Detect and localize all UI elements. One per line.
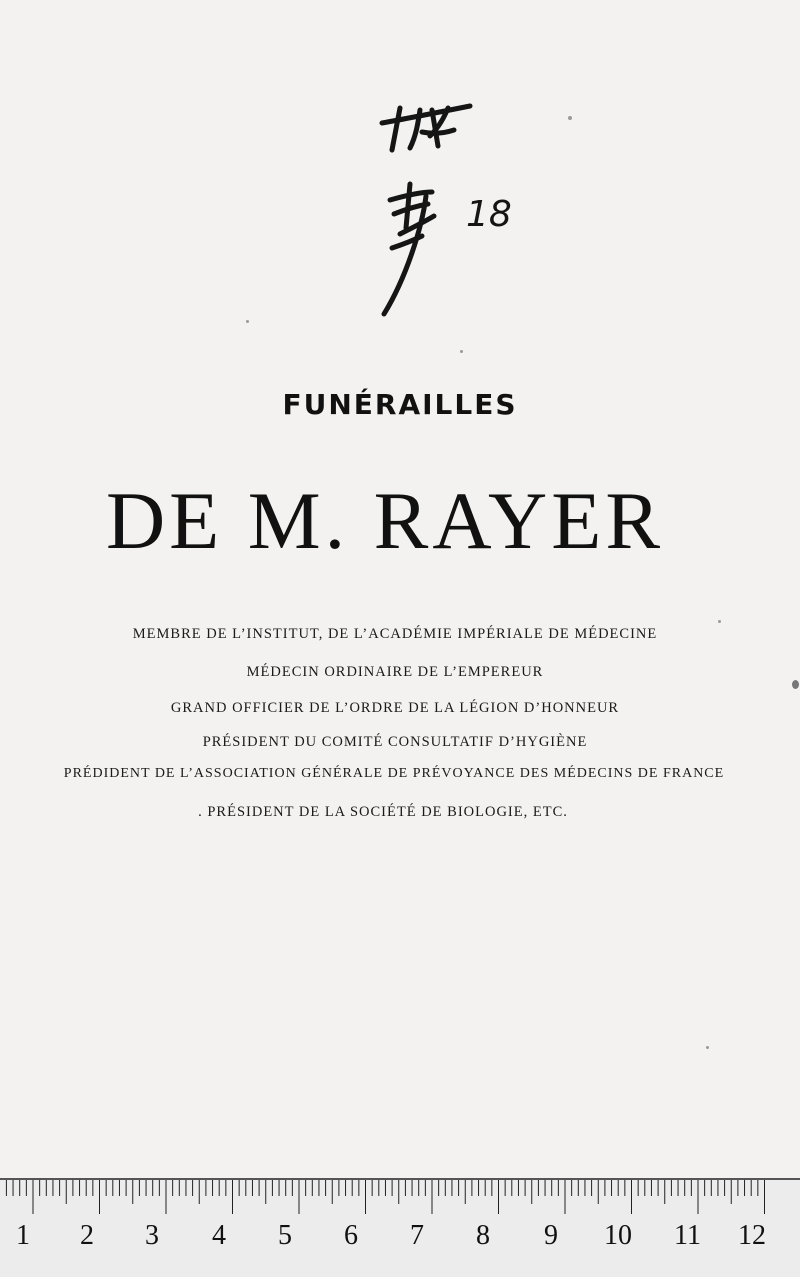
ruler-number: 9	[544, 1220, 558, 1251]
honor-line: PRÉSIDENT DU COMITÉ CONSULTATIF D’HYGIÈNE	[202, 734, 588, 750]
ruler-number: 10	[604, 1220, 632, 1251]
paper-speck	[718, 620, 721, 623]
honor-line: PRÉDIDENT DE L’ASSOCIATION GÉNÉRALE DE PRÉVOYANCE DES MÉDECINS DE FRANCE	[63, 766, 725, 781]
paper-speck	[792, 680, 799, 689]
handwritten-library-mark	[370, 88, 530, 328]
ruler-number: 7	[410, 1220, 424, 1251]
ruler-number: 4	[212, 1220, 226, 1251]
honor-line: MEMBRE DE L’INSTITUT, DE L’ACADÉMIE IMPÉRIALE DE MÉDECINE	[132, 626, 658, 642]
handwritten-number: 18	[466, 194, 512, 235]
ruler-number: 8	[476, 1220, 490, 1251]
honor-line: GRAND OFFICIER DE L’ORDRE DE LA LÉGION D’HONNEUR	[170, 700, 620, 716]
document-title: DE M. RAYER	[105, 475, 665, 566]
ruler-number: 6	[344, 1220, 358, 1251]
ruler-number: 11	[674, 1220, 701, 1251]
measurement-ruler	[0, 1178, 800, 1277]
honor-line: MÉDECIN ORDINAIRE DE L’EMPEREUR	[246, 664, 544, 680]
document-heading: FUNÉRAILLES	[282, 388, 518, 421]
ruler-number: 2	[80, 1220, 94, 1251]
paper-speck	[246, 320, 249, 323]
ruler-ticks	[0, 1180, 800, 1220]
paper-speck	[568, 116, 572, 120]
paper-speck	[706, 1046, 709, 1049]
honor-line: . PRÉSIDENT DE LA SOCIÉTÉ DE BIOLOGIE, ETC.	[198, 804, 568, 820]
ruler-number: 1	[16, 1220, 30, 1251]
ruler-number: 5	[278, 1220, 292, 1251]
ruler-number: 12	[738, 1220, 766, 1251]
paper-speck	[460, 350, 463, 353]
ruler-number: 3	[145, 1220, 159, 1251]
